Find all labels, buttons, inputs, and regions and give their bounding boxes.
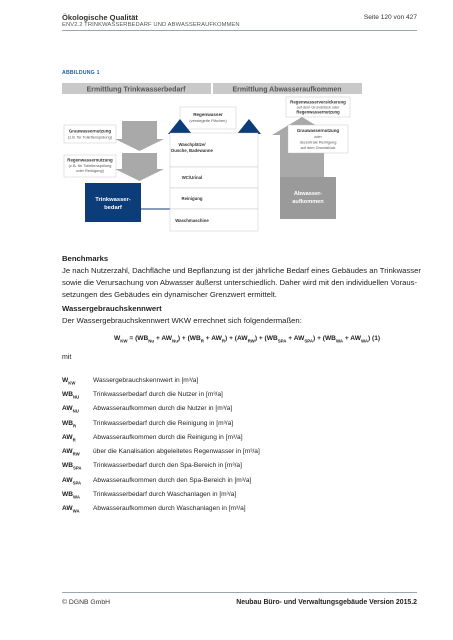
box-regenwassernutzung-sub2: oder Reinigung) <box>76 168 104 173</box>
box-grauwassernutzung-title: Grauwassernutzung <box>68 128 112 134</box>
banner-right-label: Ermittlung Abwasseraufkommen <box>232 86 342 94</box>
trink-label-1: Trinkwasser- <box>95 197 131 203</box>
row-wc-label: WC/Urinal <box>181 175 203 180</box>
document-subtitle: ENV2.2 TRINKWASSERBEDARF UND ABWASSERAUFKOMMEN <box>62 22 240 28</box>
benchmarks-heading: Benchmarks <box>62 254 109 263</box>
page-number: Seite 120 von 427 <box>363 14 417 21</box>
footer-version: Neubau Büro- und Verwaltungsgebäude Version 2015.2 <box>236 599 417 606</box>
definition-row: $AW_{SPA}$ Abwasseraufkommen durch den Spa-Bereich in [m³/a] <box>62 476 252 485</box>
benchmarks-line-3: setzungen des Gebäudes ein dynamischer Grenzwert ermittelt. <box>62 290 277 300</box>
definition-row: $WB_{SPA}$ Trinkwasserbedarf durch den Spa-Bereich in [m³/a] <box>62 462 242 471</box>
block-abwasseraufkommen <box>280 177 336 219</box>
document-title: Ökologische Qualität <box>62 13 138 22</box>
definition-row: $WB_R$ Trinkwasserbedarf durch die Reinigung in [m³/a] <box>62 419 234 428</box>
box-regenwasser-sub: (versiegelte Flächen) <box>189 118 227 123</box>
box-grauwassernutzung-sub: (z.B. für Toilettenspülung) <box>67 134 113 140</box>
box-grauwasser-dezentral-sub3: auf dem Grundstück <box>300 145 336 150</box>
arrow-regenwasser-left <box>115 153 164 181</box>
abw-label-2: aufkommen <box>292 199 324 205</box>
box-grauwasser-dezentral-sub1: oder <box>314 134 322 139</box>
abw-label-1: Abwasser- <box>293 191 323 197</box>
definition-row: $AW_{NU}$ Abwasseraufkommen durch die Nutzer in [m³/a] <box>62 405 233 414</box>
arrow-grauwasser-left <box>115 121 164 151</box>
figure-label: ABBILDUNG 1 <box>62 70 100 76</box>
formula-wkw: $W_{KW} = (WB_{Nu} + AW_{Nu}) + (WB_R + AW_R) + (AW_{RW}) + (WB_{SPA} + AW_{SPA}) + (WB_{WA} + AW_{WA})$ (1) <box>114 335 381 344</box>
definition-row: $AW_R$ Abwasseraufkommen durch die Reinigung in [m³/a] <box>62 433 243 443</box>
box-versickerung-title2: Regenwassernutzung <box>296 109 340 115</box>
box-grauwasser-dezentral-title: Grauwassernutzung <box>296 128 340 133</box>
mit-label: mit <box>62 354 72 361</box>
box-regenwasser-title: Regenwasser <box>193 112 223 117</box>
definition-row: $AW_{WA}$ Abwasseraufkommen durch Waschanlagen in [m³/a] <box>62 504 246 514</box>
definition-row: $W_{KW}$ Wassergebrauchskennwert in [m³/a] <box>62 377 199 386</box>
row-waschmaschine-label: Waschmaschine <box>175 218 209 223</box>
benchmarks-line-1: Je nach Nutzerzahl, Dachfläche und Bepflanzung ist der jährliche Bedarf eines Gebäudes an Trinkwasser <box>62 266 421 275</box>
benchmarks-paragraph <box>62 265 422 302</box>
box-regenwassernutzung-title: Regenwassernutzung <box>67 157 113 163</box>
trink-label-2: bedarf <box>104 205 122 211</box>
box-versickerung-title: Regenwasserversickerung <box>290 99 346 105</box>
definitions-list <box>62 375 260 517</box>
row-waschplaetze-label1: Waschplätze/ <box>178 142 206 147</box>
row-waschplaetze-label2: Dusche, Badewanne <box>171 148 213 153</box>
definition-row: $WB_{WA}$ Trinkwasserbedarf durch Waschanlagen in [m³/a] <box>62 490 237 500</box>
box-regenwassernutzung-sub1: (z.B. für Toilettenspülung <box>68 163 112 168</box>
row-reinigung-label: Reinigung <box>181 196 203 201</box>
box-versickerung-sub: auf dem Grundstück oder <box>296 105 340 110</box>
box-grauwasser-dezentral-sub2: dezentrale Reinigung <box>299 139 337 145</box>
footer-copyright: © DGNB GmbH <box>62 599 111 606</box>
definition-row: $AW_{RW}$ über die Kanalisation abgeleitetes Regenwasser in [m³/a] <box>62 448 260 457</box>
kennwert-intro: Der Wassergebrauchskennwert WKW errechnet sich folgendermaßen: <box>62 316 302 325</box>
definition-row: $WB_{NU}$ Trinkwasserbedarf durch die Nutzer in [m³/a] <box>62 391 223 400</box>
header-divider <box>62 30 417 31</box>
banner-left-label: Ermittlung Trinkwasserbedarf <box>86 86 186 94</box>
benchmarks-line-2: sowie die Verursachung von Abwasser äußerst unterschiedlich. Daher wird mit den individuellen Voraus- <box>62 278 418 288</box>
footer-divider <box>62 592 417 593</box>
water-diagram <box>62 79 362 242</box>
kennwert-heading: Wassergebrauchskennwert <box>62 304 162 313</box>
